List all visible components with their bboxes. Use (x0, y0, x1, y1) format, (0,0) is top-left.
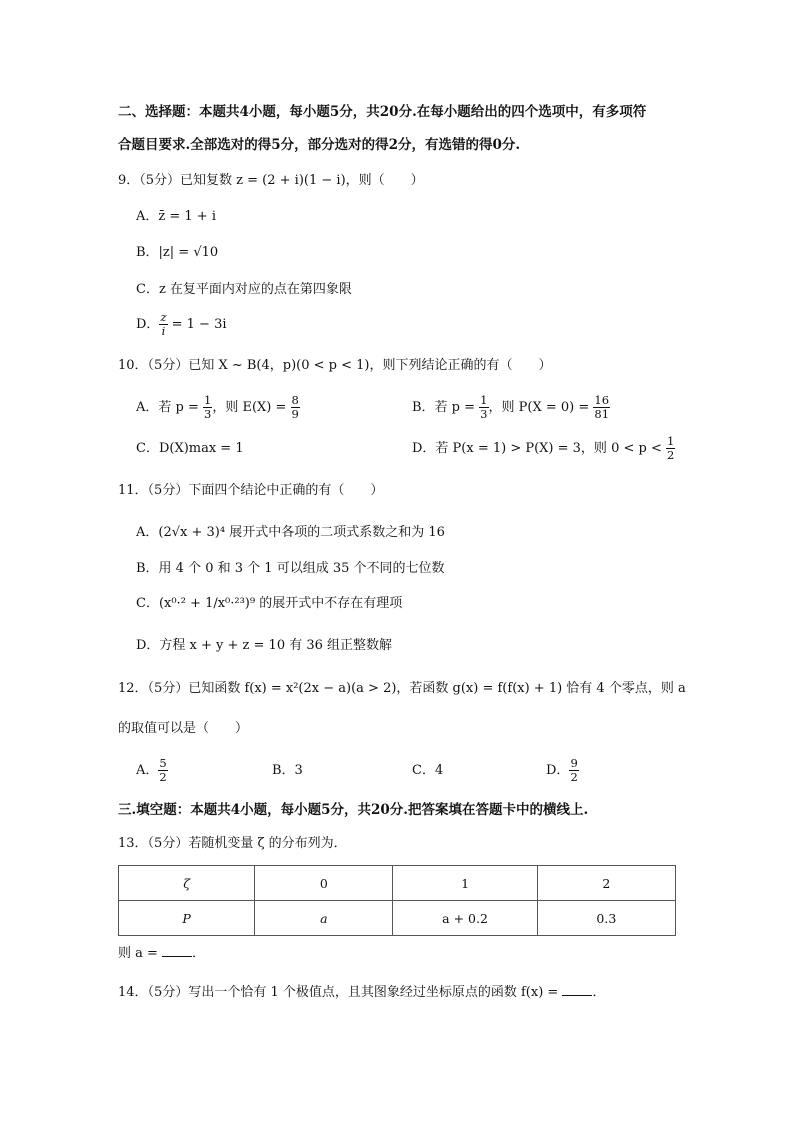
q10-b-fraction-prob: $\frac{16}{81}$ (594, 393, 610, 421)
table-cell: a (255, 901, 393, 936)
q9-option-d-rest: = 1 − 3i (167, 317, 227, 332)
q10-option-d: D．若 P(x = 1) > P(X) = 3，则 0 < p < $\frac{1}{2}$ (412, 434, 675, 462)
q9-option-d-fraction: $\frac{z}{i}$ (160, 310, 167, 338)
q13-answer-blank[interactable] (162, 944, 192, 957)
section2-header-line2: 合题目要求.全部选对的得5分，部分选对的得2分，有选错的得0分. (118, 137, 521, 153)
q12-option-c: C．4 (412, 763, 444, 778)
q9-option-c: C．z 在复平面内对应的点在第四象限 (136, 282, 352, 297)
q10-option-c: C．D(X)max = 1 (136, 441, 244, 456)
table-row (119, 901, 676, 936)
q14-stem: 14．（5分）写出一个恰有 1 个极值点，且其图象经过坐标原点的函数 f(x) = (118, 985, 563, 1000)
q11-stem: 11．（5分）下面四个结论中正确的有（ ） (118, 483, 384, 498)
q13-stem: 13．（5分）若随机变量 ζ 的分布列为． (118, 836, 347, 851)
q10-d-fraction: $\frac{1}{2}$ (666, 434, 675, 462)
q12-option-a: A． $\frac{5}{2}$ (136, 756, 167, 784)
q11-option-a: A．(2√x + 3)⁴ 展开式中各项的二项式系数之和为 16 (136, 525, 445, 540)
section3-header: 三.填空题：本题共4小题，每小题5分，共20分.把答案填在答题卡中的横线上. (118, 802, 589, 818)
q11-option-c: C．(x⁰·² + 1/x⁰·²³)⁹ 的展开式中不存在有理项 (136, 596, 403, 611)
table-cell: ζ (119, 866, 255, 901)
q12-stem-line1: 12．（5分）已知函数 f(x) = x²(2x − a)(a > 2)，若函数 g(x) = f(f(x) + 1) 恰有 4 个零点，则 a (118, 681, 686, 696)
q12-option-d: D． $\frac{9}{2}$ (546, 756, 578, 784)
q10-option-b: B．若 p = $\frac{1}{3}$ ，则 P(X = 0) = $\frac{16}{81}$ (412, 393, 610, 421)
table-cell: 1 (393, 866, 537, 901)
q12-d-fraction: $\frac{9}{2}$ (570, 756, 578, 784)
table-cell: 2 (537, 866, 675, 901)
table-row (119, 866, 676, 901)
q10-option-a: A．若 p = $\frac{1}{3}$ ，则 E(X) = $\frac{8}{9}$ (136, 393, 299, 421)
q10-stem: 10．（5分）已知 X ~ B(4，p)(0 < p < 1)，则下列结论正确的有（ ） (118, 358, 552, 373)
q9-option-b: B．|z| = √10 (136, 245, 219, 260)
q9-option-d-label: D． (136, 317, 160, 332)
section2-header-line1: 二、选择题：本题共4小题，每小题5分，共20分.在每小题给出的四个选项中，有多项符 (118, 104, 647, 120)
q10-a-fraction-e: $\frac{8}{9}$ (291, 393, 299, 421)
q11-option-b: B．用 4 个 0 和 3 个 1 可以组成 35 个不同的七位数 (136, 561, 445, 576)
q10-b-fraction-p: $\frac{1}{3}$ (480, 393, 488, 421)
table-cell: 0.3 (537, 901, 675, 936)
table-cell: 0 (255, 866, 393, 901)
table-cell: a + 0.2 (393, 901, 537, 936)
q10-a-fraction-p: $\frac{1}{3}$ (204, 393, 212, 421)
q12-a-fraction: $\frac{5}{2}$ (159, 756, 167, 784)
q14-line: 14．（5分）写出一个恰有 1 个极值点，且其图象经过坐标原点的函数 f(x) = ． (118, 985, 606, 1000)
q13-distribution-table (118, 865, 676, 936)
q9-option-d (136, 310, 227, 340)
q9-stem: 9．（5分）已知复数 z = (2 + i)(1 − i)，则（ ） (118, 173, 424, 188)
q12-option-b: B．3 (272, 763, 303, 778)
q14-answer-blank[interactable] (562, 983, 592, 996)
q12-stem-line2: 的取值可以是（ ） (118, 721, 249, 736)
table-cell: P (119, 901, 255, 936)
q11-option-d: D．方程 x + y + z = 10 有 36 组正整数解 (136, 638, 393, 653)
q13-answer-line: 则 a = ． (118, 946, 206, 961)
q9-option-a: A．z̄ = 1 + i (136, 209, 216, 224)
